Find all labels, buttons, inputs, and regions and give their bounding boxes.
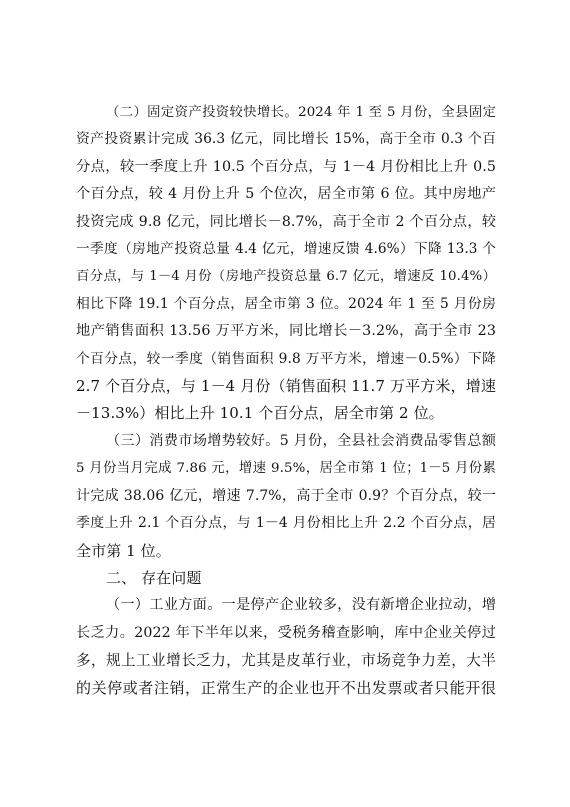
text-line: －13.3%）相比上升 10.1 个百分点，居全市第 2 位。 (76, 404, 444, 423)
text-line: 分点，较一季度上升 10.5 个百分点，与 1－4 月份相比上升 0.5 (76, 158, 496, 175)
text-line: 投资完成 9.8 亿元，同比增长－8.7%，高于全市 2 个百分点，较 (76, 213, 496, 230)
paragraph-industry (76, 592, 496, 702)
text-line: 多，规上工业增长乏力，尤其是皮革行业，市场竞争力差，大半 (76, 652, 496, 670)
text-line: 计完成 38.06 亿元，增速 7.7%，高于全市 0.9？个百分点，较一 (76, 487, 496, 504)
text-line: 季度上升 2.1 个百分点，与 1－4 月份相比上升 2.2 个百分点，居 (76, 515, 496, 532)
text-line: 长乏力。2022 年下半年以来，受税务稽查影响，库中企业关停过 (76, 624, 496, 641)
text-line: 资产投资累计完成 36.3 亿元，同比增长 15%，高于全市 0.3 个百 (76, 131, 496, 148)
text-line: （二）固定资产投资较快增长。2024 年 1 至 5 月份，全县固定 (106, 105, 496, 120)
paragraph-fixed-asset-investment (76, 99, 496, 428)
text-line: 的关停或者注销，正常生产的企业也开不出发票或者只能开很 (76, 678, 496, 697)
text-line: 地产销售面积 13.56 万平方米，同比增长－3.2%，高于全市 23 (76, 323, 496, 340)
section-heading-problems (76, 565, 496, 592)
text-line: 相比下降 19.1 个百分点，居全市第 3 位。2024 年 1 至 5 月份房 (76, 295, 496, 312)
text-line: 2.7 个百分点，与 1－4 月份（销售面积 11.7 万平方米，增速 (76, 377, 496, 396)
text-line: 个百分点，较 4 月份上升 5 个位次，居全市第 6 位。其中房地产 (76, 186, 496, 203)
text-line: 全市第 1 位。 (76, 541, 171, 560)
text-line: （三）消费市场增势较好。5 月份，全县社会消费品零售总额 (106, 432, 496, 449)
text-line: 5 月份当月完成 7.86 元，增速 9.5%，居全市第 1 位；1－5 月份累 (76, 461, 496, 477)
text-line: 百分点，与 1－4 月份（房地产投资总量 6.7 亿元，增速反 10.4%） (76, 269, 496, 285)
text-line: （一）工业方面。一是停产企业较多，没有新增企业拉动，增 (106, 597, 496, 614)
section-heading-text: 二、 存在问题 (106, 568, 202, 587)
text-line: 一季度（房地产投资总量 4.4 亿元，增速反馈 4.6%）下降 13.3 个 (76, 241, 496, 258)
text-line: 个百分点，较一季度（销售面积 9.8 万平方米，增速－0.5%）下降 (76, 350, 496, 367)
document-body (76, 99, 496, 702)
paragraph-consumer-market (76, 428, 496, 565)
